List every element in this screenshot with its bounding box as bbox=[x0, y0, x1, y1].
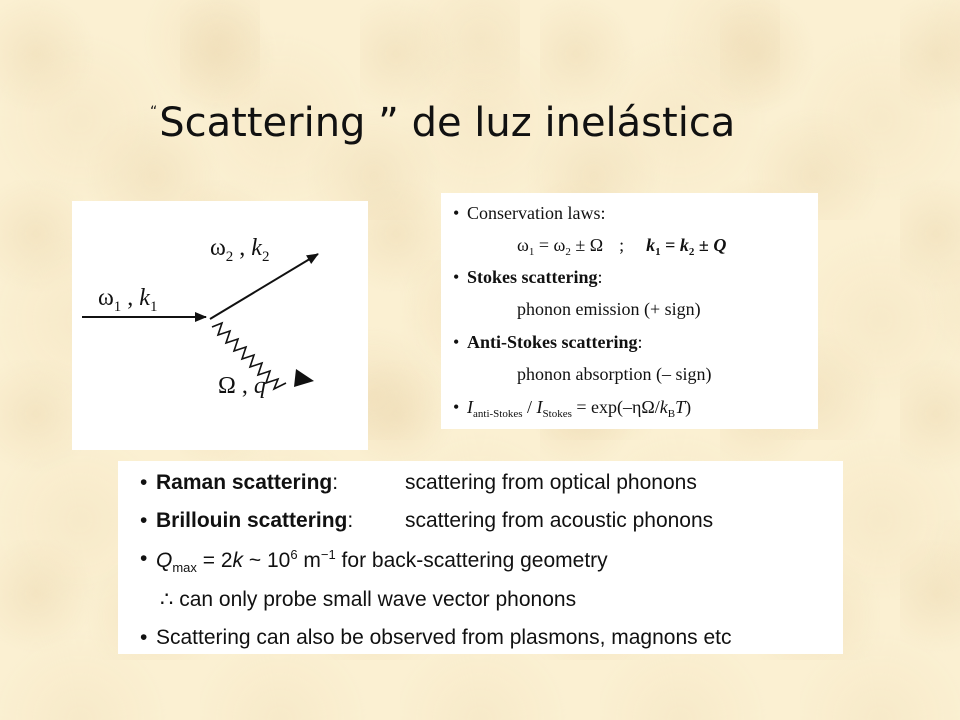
phonon-emission-line: phonon emission (+ sign) bbox=[517, 299, 701, 319]
outgoing-label: $\omega_2$ , $k_2$ bbox=[210, 235, 270, 265]
phonon-absorption-line: phonon absorption (– sign) bbox=[517, 364, 712, 384]
intensity-ratio-line: • $I_{anti-Stokes} / I_{Stokes} = \exp(-\eta\Omega/k_BT)$ bbox=[453, 397, 692, 420]
small-wave-vector-line: ∴ can only probe small wave vector phonons bbox=[160, 588, 577, 611]
title-text: Scattering ” de luz inelástica bbox=[159, 100, 736, 146]
phonon-arrowhead bbox=[294, 369, 314, 387]
phonon-label: Ω , q bbox=[218, 373, 266, 399]
conservation-equations: $\omega_1 = \omega_2 \pm \Omega$ ; $k_1 = k_2 \pm Q$ bbox=[517, 235, 727, 258]
scattering-diagram-svg bbox=[72, 201, 368, 450]
scattering-diagram bbox=[72, 201, 368, 450]
stokes-line: • Stokes scattering: bbox=[453, 267, 603, 287]
raman-brillouin-panel: • Raman scattering: scattering from optical phonons • Brillouin scattering: scattering from acoustic phonons • $Q_{max} = 2k$ ~ $10^6$ $m^{-1}$ for back-scattering geometry ∴ can only probe small wave vector phonons • Scattering can also be observed from plasmons, magnons etc bbox=[118, 461, 843, 654]
title-open-quote: “ bbox=[150, 104, 158, 120]
conservation-laws-panel bbox=[441, 193, 818, 429]
anti-stokes-line: • Anti-Stokes scattering: bbox=[453, 332, 643, 352]
conservation-laws-line: • Conservation laws: bbox=[453, 203, 606, 223]
incoming-label: $\omega_1$ , $k_1$ bbox=[98, 285, 158, 315]
slide-title bbox=[150, 100, 736, 146]
bullet: • bbox=[453, 203, 460, 223]
